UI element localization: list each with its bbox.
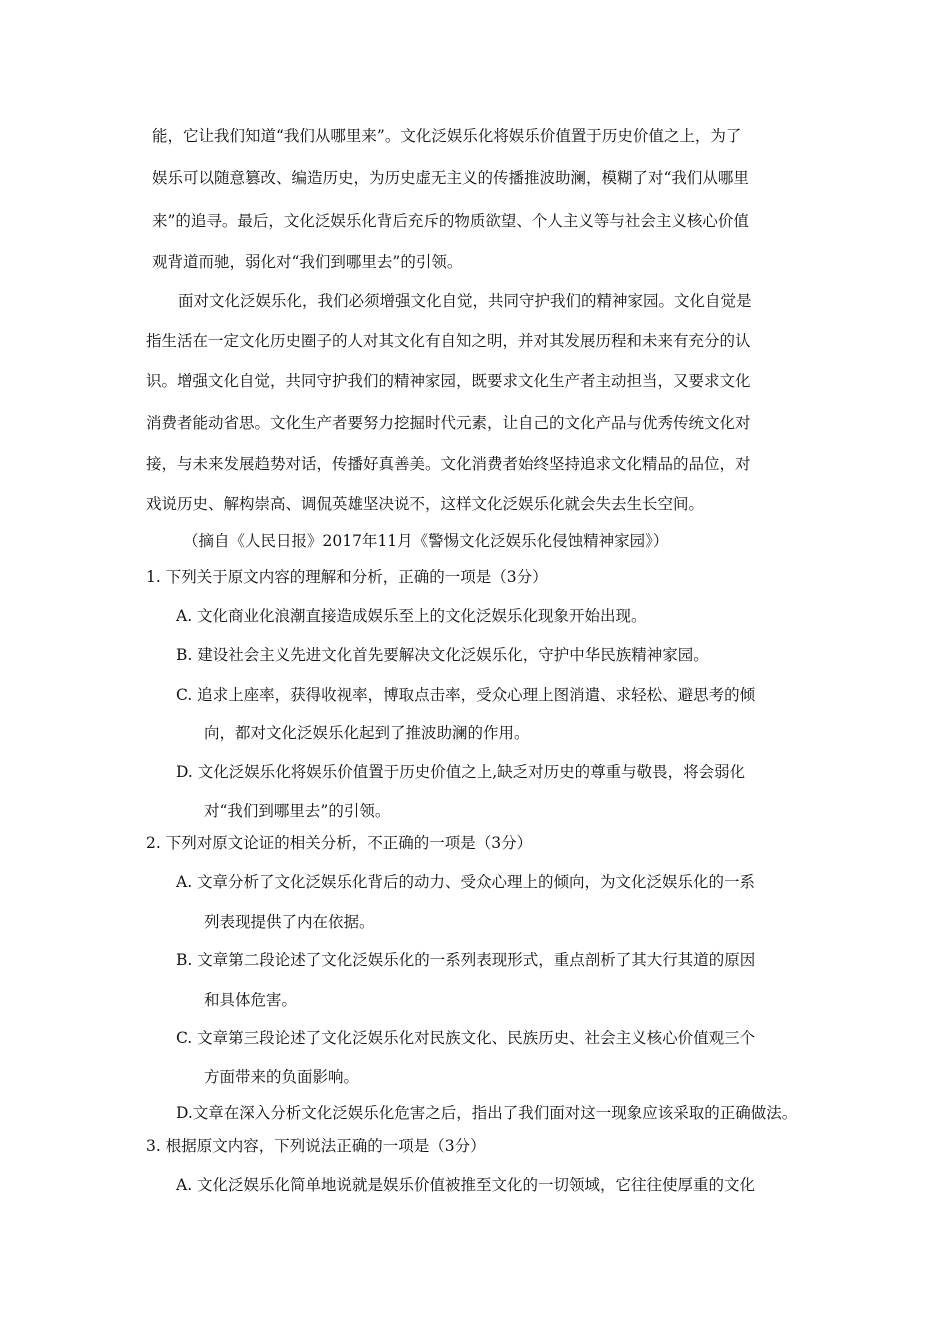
- passage-p2-line-4: 消费者能动省思。文化生产者要努力挖掘时代元素，让自己的文化产品与优秀传统文化对: [146, 414, 751, 432]
- question-1-option-b: B. 建设社会主义先进文化首先要解决文化泛娱乐化，守护中华民族精神家园。: [176, 646, 709, 664]
- question-3-stem: 3. 根据原文内容，下列说法正确的一项是（3分）: [146, 1137, 486, 1155]
- question-1-option-a: A. 文化商业化浪潮直接造成娱乐至上的文化泛娱乐化现象开始出现。: [176, 607, 647, 625]
- question-2-option-c-line-1: C. 文章第三段论述了文化泛娱乐化对民族文化、民族历史、社会主义核心价值观三个: [176, 1029, 756, 1047]
- passage-p1-line-2: 娱乐可以随意篡改、编造历史，为历史虚无主义的传播推波助澜，模糊了对“我们从哪里: [152, 169, 749, 187]
- passage-p2-line-6: 戏说历史、解构崇高、调侃英雄坚决说不，这样文化泛娱乐化就会失去生长空间。: [146, 495, 705, 513]
- question-1-option-d-line-2: 对“我们到哪里去”的引领。: [204, 802, 391, 820]
- passage-p1-line-1: 能，它让我们知道“我们从哪里来”。文化泛娱乐化将娱乐价值置于历史价值之上，为了: [152, 127, 742, 145]
- question-3-option-a-line-1: A. 文化泛娱乐化简单地说就是娱乐价值被推至文化的一切领域，它往往使厚重的文化: [176, 1176, 756, 1194]
- question-1-option-d-line-1: D. 文化泛娱乐化将娱乐价值置于历史价值之上,缺乏对历史的尊重与敬畏，将会弱化: [176, 763, 746, 781]
- passage-p1-line-3: 来”的追寻。最后，文化泛娱乐化背后充斥的物质欲望、个人主义等与社会主义核心价值: [152, 212, 749, 230]
- passage-p1-line-4: 观背道而驰，弱化对“我们到哪里去”的引领。: [152, 253, 463, 271]
- question-1-option-c-line-1: C. 追求上座率，获得收视率，博取点击率，受众心理上图消遣、求轻松、避思考的倾: [176, 686, 756, 704]
- question-2-option-d: D.文章在深入分析文化泛娱乐化危害之后，指出了我们面对这一现象应该采取的正确做法。: [176, 1104, 798, 1122]
- passage-p2-line-3: 识。增强文化自觉，共同守护我们的精神家园，既要求文化生产者主动担当，又要求文化: [146, 372, 751, 390]
- question-2-option-b-line-2: 和具体危害。: [204, 991, 298, 1009]
- question-1-stem: 1. 下列关于原文内容的理解和分析，正确的一项是（3分）: [146, 568, 548, 586]
- question-2-option-a-line-2: 列表现提供了内在依据。: [204, 913, 375, 931]
- question-2-option-b-line-1: B. 文章第二段论述了文化泛娱乐化的一系列表现形式，重点剖析了其大行其道的原因: [176, 951, 756, 969]
- passage-source: （摘自《人民日报》2017年11月《警惕文化泛娱乐化侵蚀精神家园》）: [183, 532, 669, 550]
- passage-p2-line-1: 面对文化泛娱乐化，我们必须增强文化自觉，共同守护我们的精神家园。文化自觉是: [178, 292, 752, 310]
- passage-p2-line-2: 指生活在一定文化历史圈子的人对其文化有自知之明，并对其发展历程和未来有充分的认: [146, 332, 751, 350]
- question-2-option-a-line-1: A. 文章分析了文化泛娱乐化背后的动力、受众心理上的倾向，为文化泛娱乐化的一系: [176, 873, 756, 891]
- question-1-option-c-line-2: 向，都对文化泛娱乐化起到了推波助澜的作用。: [204, 724, 530, 742]
- passage-p2-line-5: 接，与未来发展趋势对话，传播好真善美。文化消费者始终坚持追求文化精品的品位，对: [146, 455, 751, 473]
- question-2-option-c-line-2: 方面带来的负面影响。: [204, 1068, 360, 1086]
- question-2-stem: 2. 下列对原文论证的相关分析，不正确的一项是（3分）: [146, 834, 533, 852]
